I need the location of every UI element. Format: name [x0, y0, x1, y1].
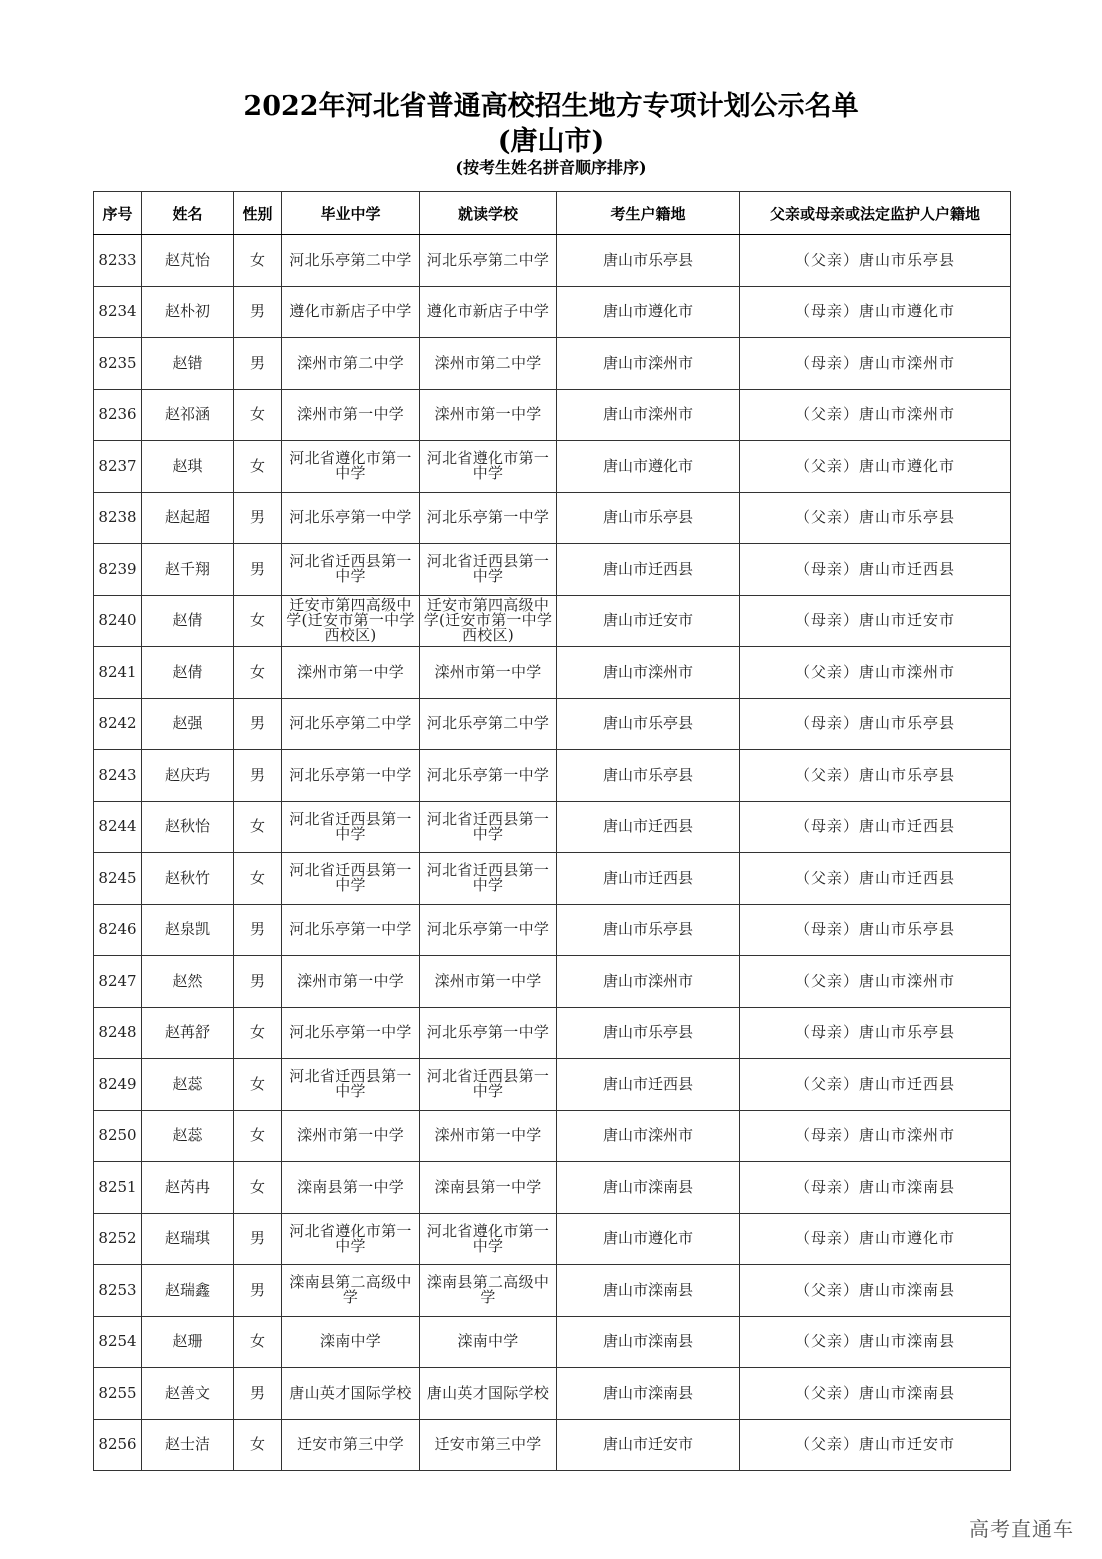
cell-guardian-registration: （父亲）唐山市滦州市 [740, 389, 1011, 441]
cell-name: 赵瑞琪 [142, 1213, 234, 1265]
cell-name: 赵泉凯 [142, 904, 234, 956]
cell-name: 赵朴初 [142, 286, 234, 338]
cell-name: 赵芮冉 [142, 1162, 234, 1214]
cell-index: 8234 [94, 286, 142, 338]
cell-guardian-registration: （母亲）唐山市滦南县 [740, 1162, 1011, 1214]
cell-graduated-school: 河北省遵化市第一中学 [282, 1213, 420, 1265]
cell-name: 赵蕊 [142, 1059, 234, 1111]
cell-gender: 女 [234, 1007, 282, 1059]
cell-name: 赵千翔 [142, 544, 234, 596]
cell-current-school: 滦州市第一中学 [420, 956, 557, 1008]
cell-guardian-registration: （父亲）唐山市乐亭县 [740, 492, 1011, 544]
cell-graduated-school: 河北省迁西县第一中学 [282, 1059, 420, 1111]
table-header-row [94, 192, 1011, 235]
cell-household-registration: 唐山市迁西县 [557, 801, 740, 853]
cell-graduated-school: 滦南县第一中学 [282, 1162, 420, 1214]
cell-name: 赵善文 [142, 1368, 234, 1420]
cell-gender: 女 [234, 595, 282, 647]
table-row [94, 338, 1011, 390]
cell-gender: 男 [234, 750, 282, 802]
cell-index: 8245 [94, 853, 142, 905]
cell-graduated-school: 唐山英才国际学校 [282, 1368, 420, 1420]
cell-index: 8253 [94, 1265, 142, 1317]
cell-name: 赵芃怡 [142, 235, 234, 287]
cell-graduated-school: 迁安市第三中学 [282, 1419, 420, 1471]
cell-guardian-registration: （母亲）唐山市乐亭县 [740, 904, 1011, 956]
col-header-index: 序号 [94, 192, 142, 235]
cell-household-registration: 唐山市乐亭县 [557, 904, 740, 956]
cell-guardian-registration: （父亲）唐山市迁西县 [740, 853, 1011, 905]
table-row [94, 286, 1011, 338]
table-row [94, 1419, 1011, 1471]
cell-guardian-registration: （母亲）唐山市滦州市 [740, 1110, 1011, 1162]
cell-graduated-school: 滦州市第一中学 [282, 1110, 420, 1162]
cell-graduated-school: 滦州市第一中学 [282, 956, 420, 1008]
cell-current-school: 河北省迁西县第一中学 [420, 1059, 557, 1111]
cell-index: 8250 [94, 1110, 142, 1162]
cell-name: 赵倩 [142, 595, 234, 647]
cell-gender: 女 [234, 1110, 282, 1162]
sort-note: (按考生姓名拼音顺序排序) [455, 158, 647, 177]
cell-graduated-school: 迁安市第四高级中学(迁安市第一中学西校区) [282, 595, 420, 647]
cell-current-school: 唐山英才国际学校 [420, 1368, 557, 1420]
cell-current-school: 滦南县第二高级中学 [420, 1265, 557, 1317]
table-row [94, 801, 1011, 853]
cell-household-registration: 唐山市乐亭县 [557, 750, 740, 802]
cell-graduated-school: 河北省迁西县第一中学 [282, 801, 420, 853]
cell-index: 8239 [94, 544, 142, 596]
col-header-graduated-school: 毕业中学 [282, 192, 420, 235]
cell-guardian-registration: （母亲）唐山市迁西县 [740, 801, 1011, 853]
table-row [94, 853, 1011, 905]
cell-household-registration: 唐山市滦州市 [557, 647, 740, 699]
cell-gender: 男 [234, 698, 282, 750]
cell-current-school: 河北省遵化市第一中学 [420, 1213, 557, 1265]
cell-name: 赵起超 [142, 492, 234, 544]
roster-table [93, 191, 1011, 1471]
table-row [94, 1110, 1011, 1162]
cell-name: 赵蕊 [142, 1110, 234, 1162]
cell-name: 赵秋竹 [142, 853, 234, 905]
cell-gender: 男 [234, 956, 282, 1008]
table-row [94, 1368, 1011, 1420]
cell-gender: 女 [234, 1162, 282, 1214]
cell-guardian-registration: （母亲）唐山市乐亭县 [740, 1007, 1011, 1059]
cell-gender: 男 [234, 338, 282, 390]
cell-current-school: 河北乐亭第一中学 [420, 904, 557, 956]
col-header-guardian-registration: 父亲或母亲或法定监护人户籍地 [740, 192, 1011, 235]
cell-current-school: 滦州市第二中学 [420, 338, 557, 390]
table-row [94, 492, 1011, 544]
cell-index: 8233 [94, 235, 142, 287]
cell-name: 赵错 [142, 338, 234, 390]
cell-graduated-school: 河北乐亭第一中学 [282, 1007, 420, 1059]
cell-index: 8251 [94, 1162, 142, 1214]
cell-gender: 女 [234, 801, 282, 853]
table-row [94, 647, 1011, 699]
cell-graduated-school: 河北乐亭第一中学 [282, 750, 420, 802]
cell-guardian-registration: （父亲）唐山市乐亭县 [740, 235, 1011, 287]
cell-index: 8243 [94, 750, 142, 802]
cell-current-school: 河北省遵化市第一中学 [420, 441, 557, 493]
cell-index: 8249 [94, 1059, 142, 1111]
cell-name: 赵然 [142, 956, 234, 1008]
cell-current-school: 滦南中学 [420, 1316, 557, 1368]
cell-index: 8242 [94, 698, 142, 750]
cell-household-registration: 唐山市迁安市 [557, 1419, 740, 1471]
cell-current-school: 滦南县第一中学 [420, 1162, 557, 1214]
cell-guardian-registration: （母亲）唐山市滦州市 [740, 338, 1011, 390]
cell-name: 赵秋怡 [142, 801, 234, 853]
cell-name: 赵强 [142, 698, 234, 750]
cell-household-registration: 唐山市迁安市 [557, 595, 740, 647]
cell-current-school: 河北省迁西县第一中学 [420, 801, 557, 853]
cell-index: 8240 [94, 595, 142, 647]
cell-household-registration: 唐山市遵化市 [557, 1213, 740, 1265]
cell-gender: 女 [234, 235, 282, 287]
cell-graduated-school: 河北省遵化市第一中学 [282, 441, 420, 493]
cell-index: 8244 [94, 801, 142, 853]
cell-index: 8255 [94, 1368, 142, 1420]
cell-current-school: 河北乐亭第一中学 [420, 1007, 557, 1059]
cell-gender: 女 [234, 1419, 282, 1471]
cell-household-registration: 唐山市滦南县 [557, 1368, 740, 1420]
cell-guardian-registration: （母亲）唐山市乐亭县 [740, 698, 1011, 750]
table-row [94, 904, 1011, 956]
cell-name: 赵珊 [142, 1316, 234, 1368]
cell-name: 赵倩 [142, 647, 234, 699]
cell-graduated-school: 河北省迁西县第一中学 [282, 544, 420, 596]
cell-name: 赵祁涵 [142, 389, 234, 441]
cell-index: 8247 [94, 956, 142, 1008]
cell-name: 赵瑞鑫 [142, 1265, 234, 1317]
table-row [94, 1007, 1011, 1059]
cell-guardian-registration: （母亲）唐山市迁西县 [740, 544, 1011, 596]
cell-current-school: 迁安市第四高级中学(迁安市第一中学西校区) [420, 595, 557, 647]
cell-graduated-school: 河北乐亭第二中学 [282, 698, 420, 750]
cell-guardian-registration: （母亲）唐山市迁安市 [740, 595, 1011, 647]
cell-index: 8237 [94, 441, 142, 493]
cell-name: 赵士洁 [142, 1419, 234, 1471]
cell-graduated-school: 滦州市第一中学 [282, 647, 420, 699]
table-row [94, 956, 1011, 1008]
table-row [94, 1059, 1011, 1111]
cell-graduated-school: 河北省迁西县第一中学 [282, 853, 420, 905]
cell-household-registration: 唐山市乐亭县 [557, 1007, 740, 1059]
cell-index: 8236 [94, 389, 142, 441]
table-row [94, 1213, 1011, 1265]
cell-graduated-school: 滦州市第二中学 [282, 338, 420, 390]
cell-gender: 男 [234, 904, 282, 956]
cell-current-school: 遵化市新店子中学 [420, 286, 557, 338]
cell-gender: 男 [234, 1368, 282, 1420]
cell-household-registration: 唐山市乐亭县 [557, 235, 740, 287]
cell-household-registration: 唐山市迁西县 [557, 544, 740, 596]
cell-gender: 男 [234, 286, 282, 338]
cell-graduated-school: 河北乐亭第一中学 [282, 904, 420, 956]
table-row [94, 389, 1011, 441]
cell-household-registration: 唐山市滦州市 [557, 389, 740, 441]
cell-name: 赵琪 [142, 441, 234, 493]
cell-current-school: 河北省迁西县第一中学 [420, 853, 557, 905]
cell-household-registration: 唐山市滦州市 [557, 1110, 740, 1162]
cell-guardian-registration: （父亲）唐山市乐亭县 [740, 750, 1011, 802]
table-row [94, 750, 1011, 802]
cell-household-registration: 唐山市迁西县 [557, 853, 740, 905]
cell-index: 8235 [94, 338, 142, 390]
col-header-household-registration: 考生户籍地 [557, 192, 740, 235]
cell-household-registration: 唐山市滦南县 [557, 1162, 740, 1214]
cell-household-registration: 唐山市遵化市 [557, 286, 740, 338]
cell-current-school: 迁安市第三中学 [420, 1419, 557, 1471]
table-row [94, 544, 1011, 596]
table-row [94, 698, 1011, 750]
cell-index: 8256 [94, 1419, 142, 1471]
cell-household-registration: 唐山市滦州市 [557, 338, 740, 390]
cell-guardian-registration: （父亲）唐山市滦南县 [740, 1265, 1011, 1317]
cell-guardian-registration: （母亲）唐山市遵化市 [740, 286, 1011, 338]
watermark: 高考直通车 [969, 1517, 1074, 1541]
cell-gender: 男 [234, 1265, 282, 1317]
cell-current-school: 滦州市第一中学 [420, 389, 557, 441]
document-subtitle: (唐山市) [497, 126, 605, 157]
cell-graduated-school: 河北乐亭第一中学 [282, 492, 420, 544]
cell-current-school: 河北乐亭第二中学 [420, 235, 557, 287]
cell-guardian-registration: （父亲）唐山市迁西县 [740, 1059, 1011, 1111]
cell-current-school: 滦州市第一中学 [420, 647, 557, 699]
table-row [94, 1162, 1011, 1214]
cell-index: 8246 [94, 904, 142, 956]
cell-guardian-registration: （父亲）唐山市遵化市 [740, 441, 1011, 493]
cell-graduated-school: 滦州市第一中学 [282, 389, 420, 441]
cell-gender: 男 [234, 1213, 282, 1265]
table-row [94, 235, 1011, 287]
cell-household-registration: 唐山市滦南县 [557, 1316, 740, 1368]
cell-household-registration: 唐山市乐亭县 [557, 492, 740, 544]
cell-gender: 女 [234, 1316, 282, 1368]
cell-index: 8254 [94, 1316, 142, 1368]
cell-household-registration: 唐山市遵化市 [557, 441, 740, 493]
document-title: 2022年河北省普通高校招生地方专项计划公示名单 [243, 91, 859, 122]
col-header-current-school: 就读学校 [420, 192, 557, 235]
table-row [94, 441, 1011, 493]
cell-household-registration: 唐山市滦南县 [557, 1265, 740, 1317]
cell-graduated-school: 滦南中学 [282, 1316, 420, 1368]
cell-gender: 女 [234, 853, 282, 905]
cell-gender: 女 [234, 441, 282, 493]
cell-current-school: 河北省迁西县第一中学 [420, 544, 557, 596]
cell-guardian-registration: （母亲）唐山市遵化市 [740, 1213, 1011, 1265]
col-header-gender: 性别 [234, 192, 282, 235]
cell-current-school: 滦州市第一中学 [420, 1110, 557, 1162]
cell-current-school: 河北乐亭第二中学 [420, 698, 557, 750]
cell-current-school: 河北乐亭第一中学 [420, 750, 557, 802]
cell-guardian-registration: （父亲）唐山市滦州市 [740, 956, 1011, 1008]
cell-name: 赵苒舒 [142, 1007, 234, 1059]
cell-graduated-school: 滦南县第二高级中学 [282, 1265, 420, 1317]
cell-guardian-registration: （父亲）唐山市滦南县 [740, 1368, 1011, 1420]
cell-household-registration: 唐山市滦州市 [557, 956, 740, 1008]
cell-name: 赵庆玙 [142, 750, 234, 802]
cell-gender: 女 [234, 389, 282, 441]
cell-current-school: 河北乐亭第一中学 [420, 492, 557, 544]
cell-gender: 女 [234, 647, 282, 699]
cell-gender: 男 [234, 492, 282, 544]
cell-index: 8252 [94, 1213, 142, 1265]
cell-index: 8248 [94, 1007, 142, 1059]
table-row [94, 595, 1011, 647]
cell-gender: 男 [234, 544, 282, 596]
table-row [94, 1316, 1011, 1368]
cell-index: 8238 [94, 492, 142, 544]
cell-household-registration: 唐山市迁西县 [557, 1059, 740, 1111]
table-body [94, 235, 1011, 1471]
cell-guardian-registration: （父亲）唐山市迁安市 [740, 1419, 1011, 1471]
col-header-name: 姓名 [142, 192, 234, 235]
cell-guardian-registration: （父亲）唐山市滦州市 [740, 647, 1011, 699]
table-row [94, 1265, 1011, 1317]
cell-gender: 女 [234, 1059, 282, 1111]
cell-graduated-school: 遵化市新店子中学 [282, 286, 420, 338]
cell-graduated-school: 河北乐亭第二中学 [282, 235, 420, 287]
cell-household-registration: 唐山市乐亭县 [557, 698, 740, 750]
cell-index: 8241 [94, 647, 142, 699]
cell-guardian-registration: （父亲）唐山市滦南县 [740, 1316, 1011, 1368]
